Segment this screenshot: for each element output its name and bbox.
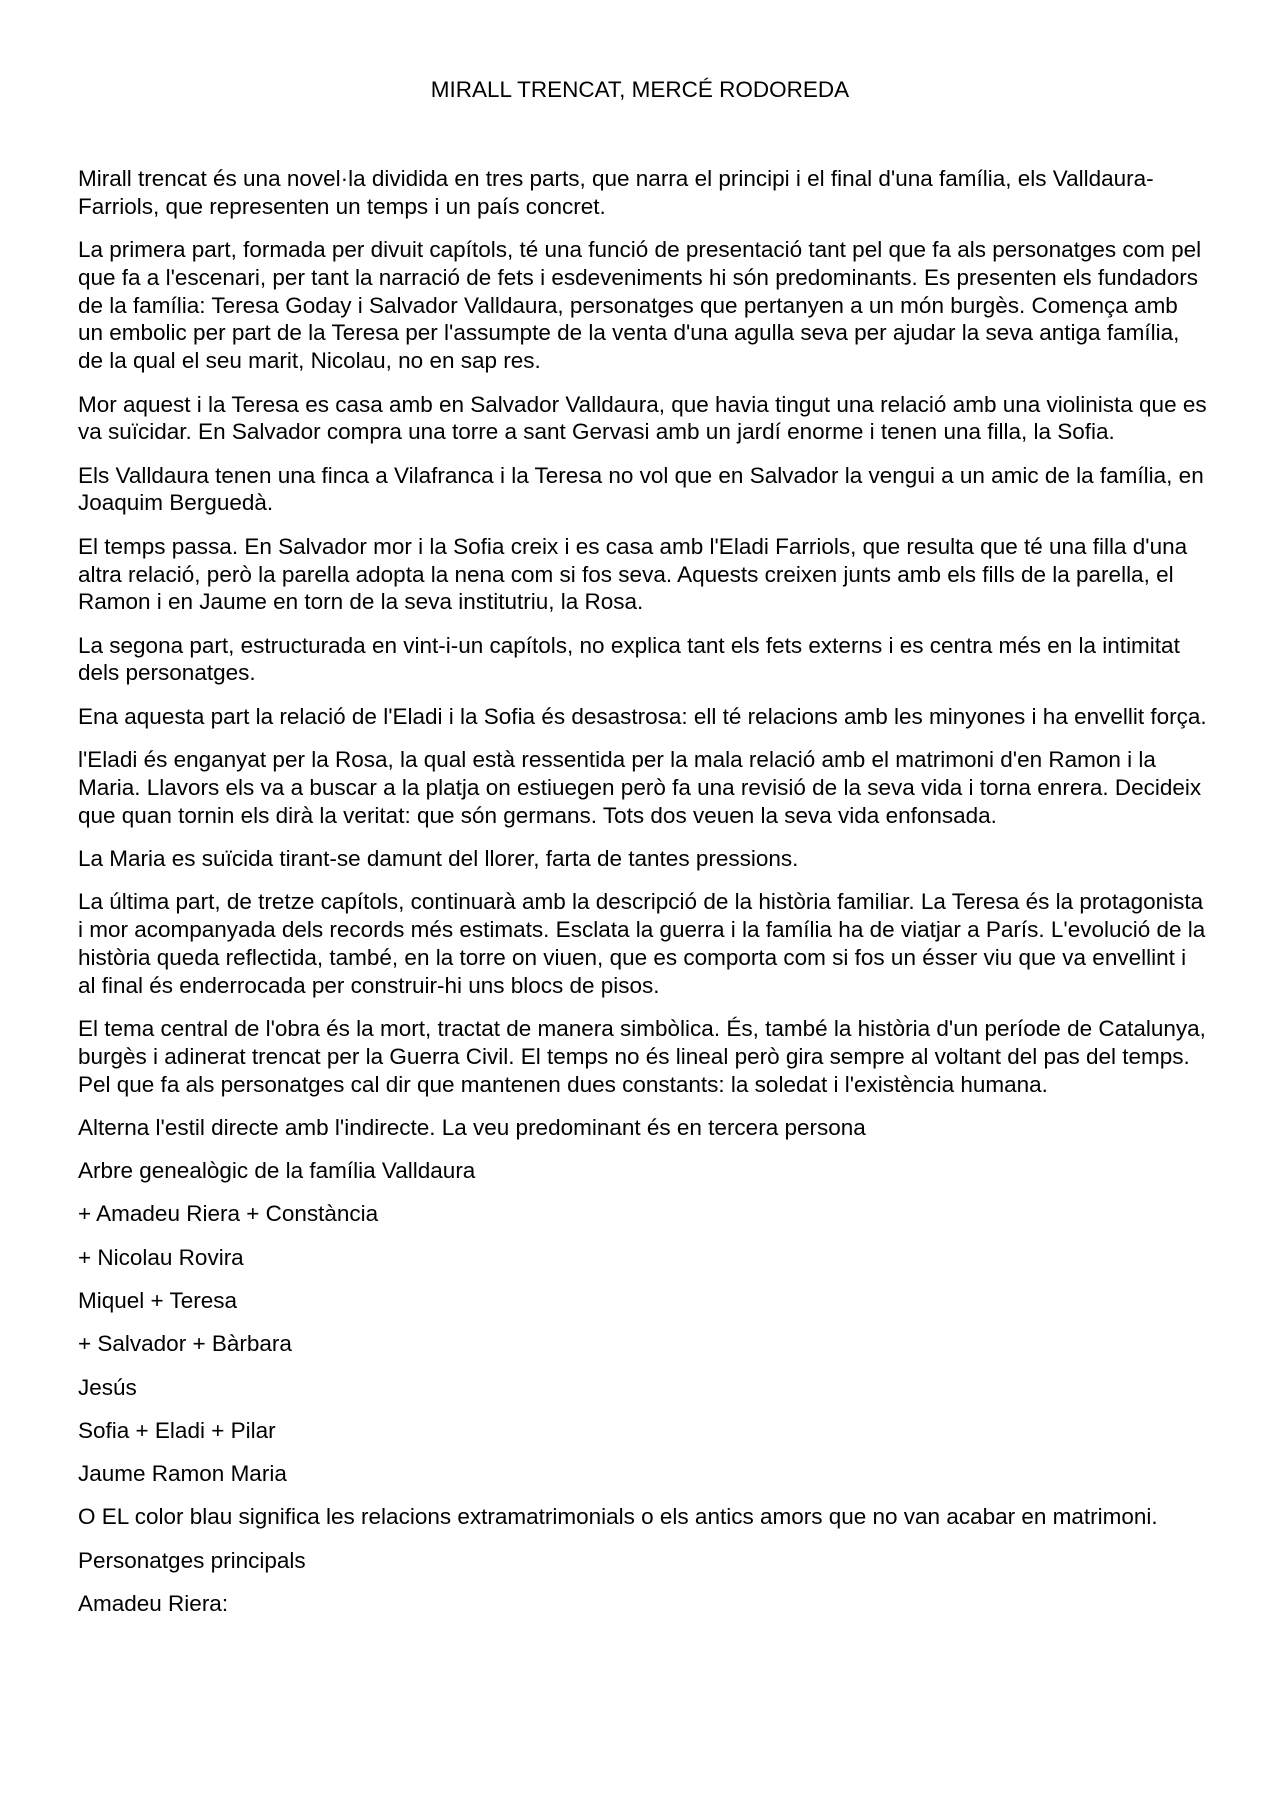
paragraph: Els Valldaura tenen una finca a Vilafranca i la Teresa no vol que en Salvador la vengui a un amic de la família, en Joaquim Berguedà. — [78, 462, 1204, 516]
family-tree-line: Sofia + Eladi + Pilar — [78, 1417, 276, 1443]
family-tree-line: + Nicolau Rovira — [78, 1244, 244, 1270]
paragraph: El tema central de l'obra és la mort, tractat de manera simbòlica. És, també la història d'un període de Catalunya, burgès i adinerat trencat per la Guerra Civil. El temps no és lineal però gira sempre al voltant del pas del temps. Pel que fa als personatges cal dir que mantenen dues constants: la soledat i l'existència humana. — [78, 1015, 1206, 1097]
paragraph: El temps passa. En Salvador mor i la Sofia creix i es casa amb l'Eladi Farriols, que resulta que té una filla d'una altra relació, però la parella adopta la nena com si fos seva. Aquests creixen junts amb els fills de la parella, el Ramon i en Jaume en torn de la seva institutriu, la Rosa. — [78, 533, 1188, 615]
paragraph: La última part, de tretze capítols, continuarà amb la descripció de la història familiar. La Teresa és la protagonista i mor acompanyada dels records més estimats. Esclata la guerra i la família ha de viatjar a París. L'evolució de la història queda reflectida, també, en la torre on viuen, que es comporta com si fos un ésser viu que va envellint i al final és enderrocada per construir-hi uns blocs de pisos. — [78, 889, 1206, 998]
family-tree-line: Jaume Ramon Maria — [78, 1461, 287, 1487]
paragraph: La segona part, estructurada en vint-i-un capítols, no explica tant els fets externs i es centra més en la intimitat dels personatges. — [78, 632, 1180, 686]
paragraph: Ena aquesta part la relació de l'Eladi i la Sofia és desastrosa: ell té relacions amb les minyones i ha envellit força. — [78, 703, 1207, 729]
paragraph: l'Eladi és enganyat per la Rosa, la qual està ressentida per la mala relació amb el matrimoni d'en Ramon i la Maria. Llavors els va a buscar a la platja on estiuegen però fa una revisió de la seva vida i torna enrera. Decideix que quan tornin els dirà la veritat: que són germans. Tots dos veuen la seva vida enfonsada. — [78, 747, 1202, 828]
family-tree-line: Miquel + Teresa — [78, 1288, 238, 1313]
document-body — [78, 165, 1208, 1633]
paragraph: O EL color blau significa les relacions extramatrimonials o els antics amors que no van acabar en matrimoni. — [78, 1504, 1158, 1530]
paragraph: La Maria es suïcida tirant-se damunt del llorer, farta de tantes pressions. — [78, 845, 799, 871]
family-tree-line: + Amadeu Riera + Constància — [78, 1201, 379, 1227]
family-tree-line: Jesús — [78, 1374, 137, 1400]
paragraph: Alterna l'estil directe amb l'indirecte. La veu predominant és en tercera persona — [78, 1114, 866, 1140]
section-heading: Personatges principals — [78, 1547, 306, 1573]
character-entry: Amadeu Riera: — [78, 1591, 229, 1617]
family-tree-line: + Salvador + Bàrbara — [78, 1331, 292, 1357]
paragraph: Mirall trencat és una novel·la dividida en tres parts, que narra el principi i el final d'una família, els Valldaura-Farriols, que representen un temps i un país concret. — [78, 166, 1154, 219]
section-heading: Arbre genealògic de la família Valldaura — [78, 1158, 476, 1184]
document-title: MIRALL TRENCAT, MERCÉ RODOREDA — [430, 77, 850, 102]
paragraph: La primera part, formada per divuit capítols, té una funció de presentació tant pel que fa als personatges com pel que fa a l'escenari, per tant la narració de fets i esdeveniments hi són predominants. Es presenten els fundadors de la família: Teresa Goday i Salvador Valldaura, personatges que pertanyen a un món burgès. Comença amb un embolic per part de la Teresa per l'assumpte de la venta d'una agulla seva per ajudar la seva antiga família, de la qual el seu marit, Nicolau, no en sap res. — [78, 237, 1202, 374]
paragraph: Mor aquest i la Teresa es casa amb en Salvador Valldaura, que havia tingut una relació amb una violinista que es va suïcidar. En Salvador compra una torre a sant Gervasi amb un jardí enorme i tenen una filla, la Sofia. — [78, 391, 1207, 445]
